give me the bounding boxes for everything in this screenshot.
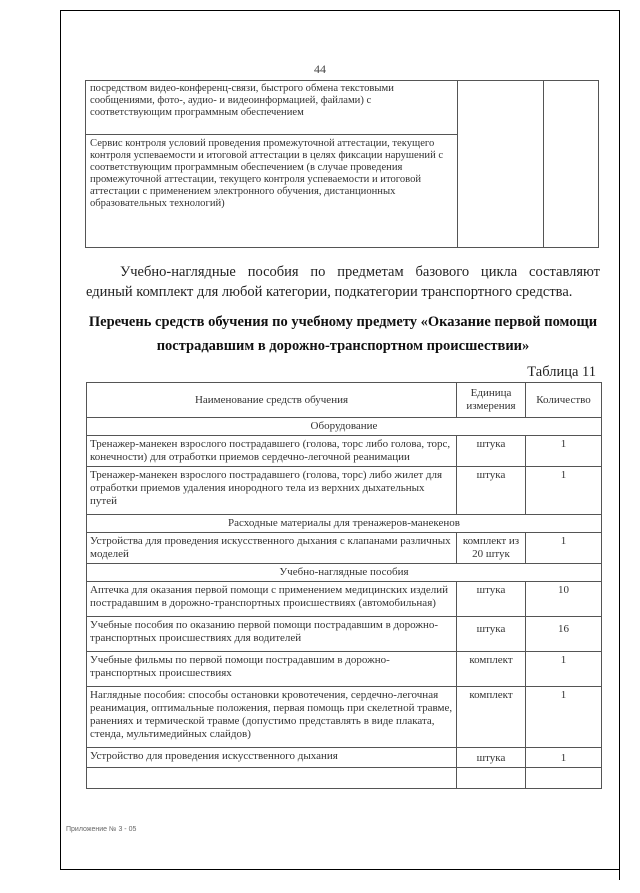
table-row bbox=[87, 436, 602, 467]
section-title: Учебно-наглядные пособия bbox=[87, 564, 602, 582]
header-name: Наименование средств обучения bbox=[87, 383, 457, 418]
item-name: Учебные фильмы по первой помощи пострадавшим в дорожно-транспортных происшествиях bbox=[87, 652, 457, 687]
item-unit: штука bbox=[457, 436, 526, 467]
item-qty: 1 bbox=[526, 436, 602, 467]
item-qty: 1 bbox=[526, 687, 602, 748]
page-number: 44 bbox=[314, 62, 326, 76]
column-divider bbox=[543, 81, 544, 247]
item-qty: 1 bbox=[526, 652, 602, 687]
row-divider bbox=[86, 134, 457, 135]
table-header-row bbox=[87, 383, 602, 418]
scan-edge-top bbox=[60, 10, 620, 11]
list-title-line-2: пострадавшим в дорожно-транспортном происшествии» bbox=[156, 338, 530, 354]
table-row bbox=[87, 582, 602, 617]
section-title: Расходные материалы для тренажеров-манекенов bbox=[87, 515, 602, 533]
table-row-overflow bbox=[87, 768, 602, 789]
table-row bbox=[87, 467, 602, 515]
header-qty: Количество bbox=[526, 383, 602, 418]
scan-edge-bottom bbox=[60, 869, 620, 870]
item-unit: комплект из 20 штук bbox=[457, 533, 526, 564]
list-title-line-1: Перечень средств обучения по учебному предмету «Оказание первой помощи bbox=[88, 314, 598, 330]
item-name: Аптечка для оказания первой помощи с применением медицинских изделий пострадавшим в дорожно-транспортных происшествиях (автомобильная) bbox=[87, 582, 457, 617]
continuation-cell: Сервис контроля условий проведения промежуточной аттестации, текущего контроля успеваемости и итоговой аттестации в целях фиксации нарушений с соответствующим программным обеспечением (в случае проведения промежуточной аттестации, текущего контроля успеваемости и итоговой аттестации с применением электронного обучения, дистанционных образовательных технологий) bbox=[90, 138, 444, 209]
table-row bbox=[87, 533, 602, 564]
item-unit: штука bbox=[457, 582, 526, 617]
scan-edge-right bbox=[619, 10, 620, 880]
table-row bbox=[87, 748, 602, 768]
item-name: Устройство для проведения искусственного дыхания bbox=[87, 748, 457, 768]
section-row bbox=[87, 564, 602, 582]
section-row bbox=[87, 418, 602, 436]
item-unit: штука bbox=[457, 467, 526, 515]
training-equipment-table bbox=[86, 382, 602, 789]
item-qty: 10 bbox=[526, 582, 602, 617]
item-unit: комплект bbox=[457, 652, 526, 687]
page-footer: Приложение № 3 - 05 bbox=[66, 826, 137, 833]
item-name: Тренажер-манекен взрослого пострадавшего (голова, торс) либо жилет для отработки приемов удаления инородного тела из верхних дыхательных путей bbox=[87, 467, 457, 515]
item-name: Учебные пособия по оказанию первой помощи пострадавшим в дорожно-транспортных происшествиях для водителей bbox=[87, 617, 457, 652]
table-label: Таблица 11 bbox=[527, 364, 596, 380]
table-row bbox=[87, 687, 602, 748]
item-qty: 16 bbox=[526, 617, 602, 652]
item-qty: 1 bbox=[526, 467, 602, 515]
intro-paragraph: Учебно-наглядные пособия по предметам базового цикла составляют единый комплект для любой категории, подкатегории транспортного средства. bbox=[86, 264, 600, 300]
empty-cell bbox=[87, 768, 457, 789]
item-qty: 1 bbox=[526, 533, 602, 564]
continuation-table bbox=[85, 80, 599, 248]
table-row bbox=[87, 617, 602, 652]
item-unit: комплект bbox=[457, 687, 526, 748]
continuation-cell: посредством видео-конференц-связи, быстрого обмена текстовыми сообщениями, фото-, аудио- и видеоинформацией, файлами) с соответствующим программным обеспечением bbox=[90, 83, 394, 118]
item-name: Тренажер-манекен взрослого пострадавшего (голова, торс либо голова, торс, конечности) для отработки приемов сердечно-легочной реанимации bbox=[87, 436, 457, 467]
item-name: Устройства для проведения искусственного дыхания с клапанами различных моделей bbox=[87, 533, 457, 564]
item-name: Наглядные пособия: способы остановки кровотечения, сердечно-легочная реанимация, оптимальные положения, первая помощь при скелетной травме, ранениях и термической травме (допустимо представлять в виде плаката, стенда, мультимедийных слайдов) bbox=[87, 687, 457, 748]
item-qty: 1 bbox=[526, 748, 602, 768]
section-title: Оборудование bbox=[87, 418, 602, 436]
section-row bbox=[87, 515, 602, 533]
column-divider bbox=[457, 81, 458, 247]
empty-cell bbox=[526, 768, 602, 789]
table-row bbox=[87, 652, 602, 687]
header-unit: Единица измерения bbox=[457, 383, 526, 418]
item-unit: штука bbox=[457, 748, 526, 768]
item-unit: штука bbox=[457, 617, 526, 652]
scan-edge-left bbox=[60, 10, 61, 870]
empty-cell bbox=[457, 768, 526, 789]
